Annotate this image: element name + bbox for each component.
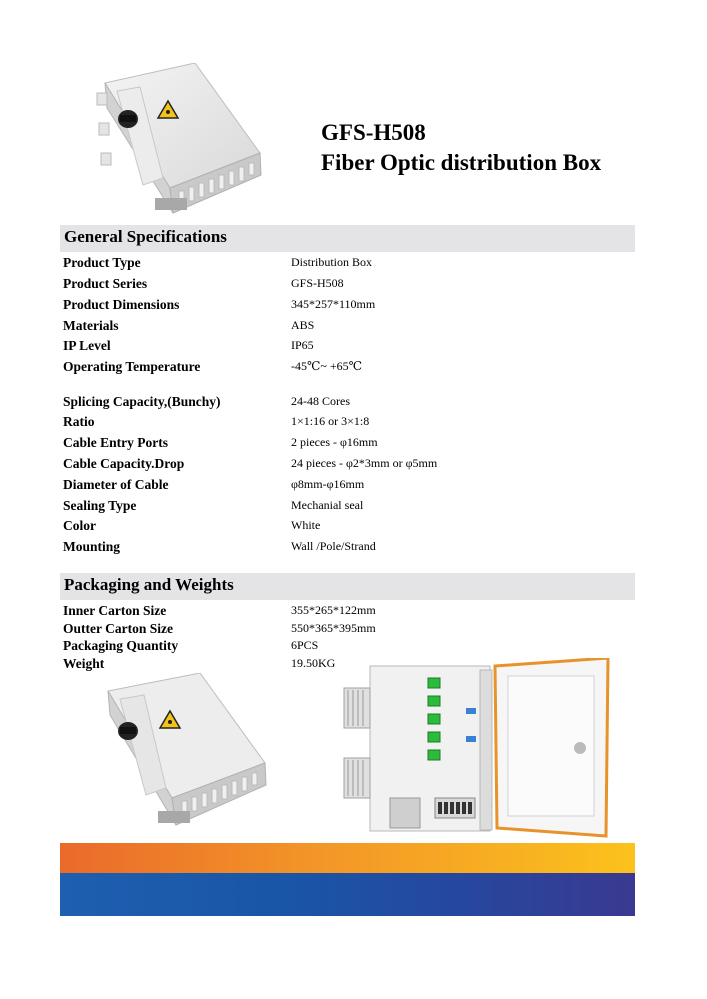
product-image-closed-small [100, 673, 270, 833]
packaging-header [60, 573, 635, 600]
packaging-value: 19.50KG [291, 656, 336, 670]
spec-value: IP65 [291, 338, 314, 352]
spec-value: 2 pieces - φ16mm [291, 435, 378, 449]
packaging-label: Packaging Quantity [63, 638, 179, 653]
spec-label: Operating Temperature [63, 359, 201, 374]
packaging-value: 550*365*395mm [291, 621, 376, 635]
packaging-value: 355*265*122mm [291, 603, 376, 617]
spec-value: Distribution Box [291, 255, 373, 269]
spec-value: 24-48 Cores [291, 394, 350, 408]
section-heading: Packaging and Weights [64, 575, 234, 594]
spec-value: 345*257*110mm [291, 297, 376, 311]
section-heading: General Specifications [64, 227, 227, 246]
spec-label: Cable Capacity.Drop [63, 456, 185, 471]
packaging-label: Weight [63, 656, 105, 671]
spec-label: Diameter of Cable [63, 477, 169, 492]
product-name-title: Fiber Optic distribution Box [321, 150, 602, 175]
banner-blue-stripe [60, 873, 635, 916]
spec-value: ABS [291, 318, 315, 332]
spec-label: Cable Entry Ports [63, 435, 168, 450]
spec-label: Product Series [63, 276, 148, 291]
spec-label: Sealing Type [63, 498, 137, 513]
spec-label: Ratio [63, 414, 95, 429]
model-title: GFS-H508 [321, 120, 426, 145]
spec-value: -45℃~ +65℃ [291, 359, 363, 373]
packaging-value: 6PCS [291, 638, 319, 652]
spec-label: Product Type [63, 255, 141, 270]
spec-value: Mechanial seal [291, 498, 364, 512]
spec-label: Materials [63, 318, 119, 333]
product-image-open [340, 658, 612, 838]
spec-label: Mounting [63, 539, 121, 554]
banner-orange-stripe [60, 843, 635, 873]
spec-value: φ8mm-φ16mm [291, 477, 365, 491]
product-image-closed [95, 63, 265, 223]
spec-value: 24 pieces - φ2*3mm or φ5mm [291, 456, 438, 470]
spec-label: Splicing Capacity,(Bunchy) [63, 394, 221, 409]
spec-label: Color [63, 518, 96, 533]
spec-label: Product Dimensions [63, 297, 180, 312]
packaging-label: Inner Carton Size [63, 603, 167, 618]
packaging-label: Outter Carton Size [63, 621, 173, 636]
spec-value: Wall /Pole/Strand [291, 539, 376, 553]
general-specifications-header [60, 225, 635, 252]
spec-value: White [291, 518, 321, 532]
spec-value: GFS-H508 [291, 276, 344, 290]
spec-label: IP Level [63, 338, 111, 353]
spec-value: 1×1:16 or 3×1:8 [291, 414, 370, 428]
